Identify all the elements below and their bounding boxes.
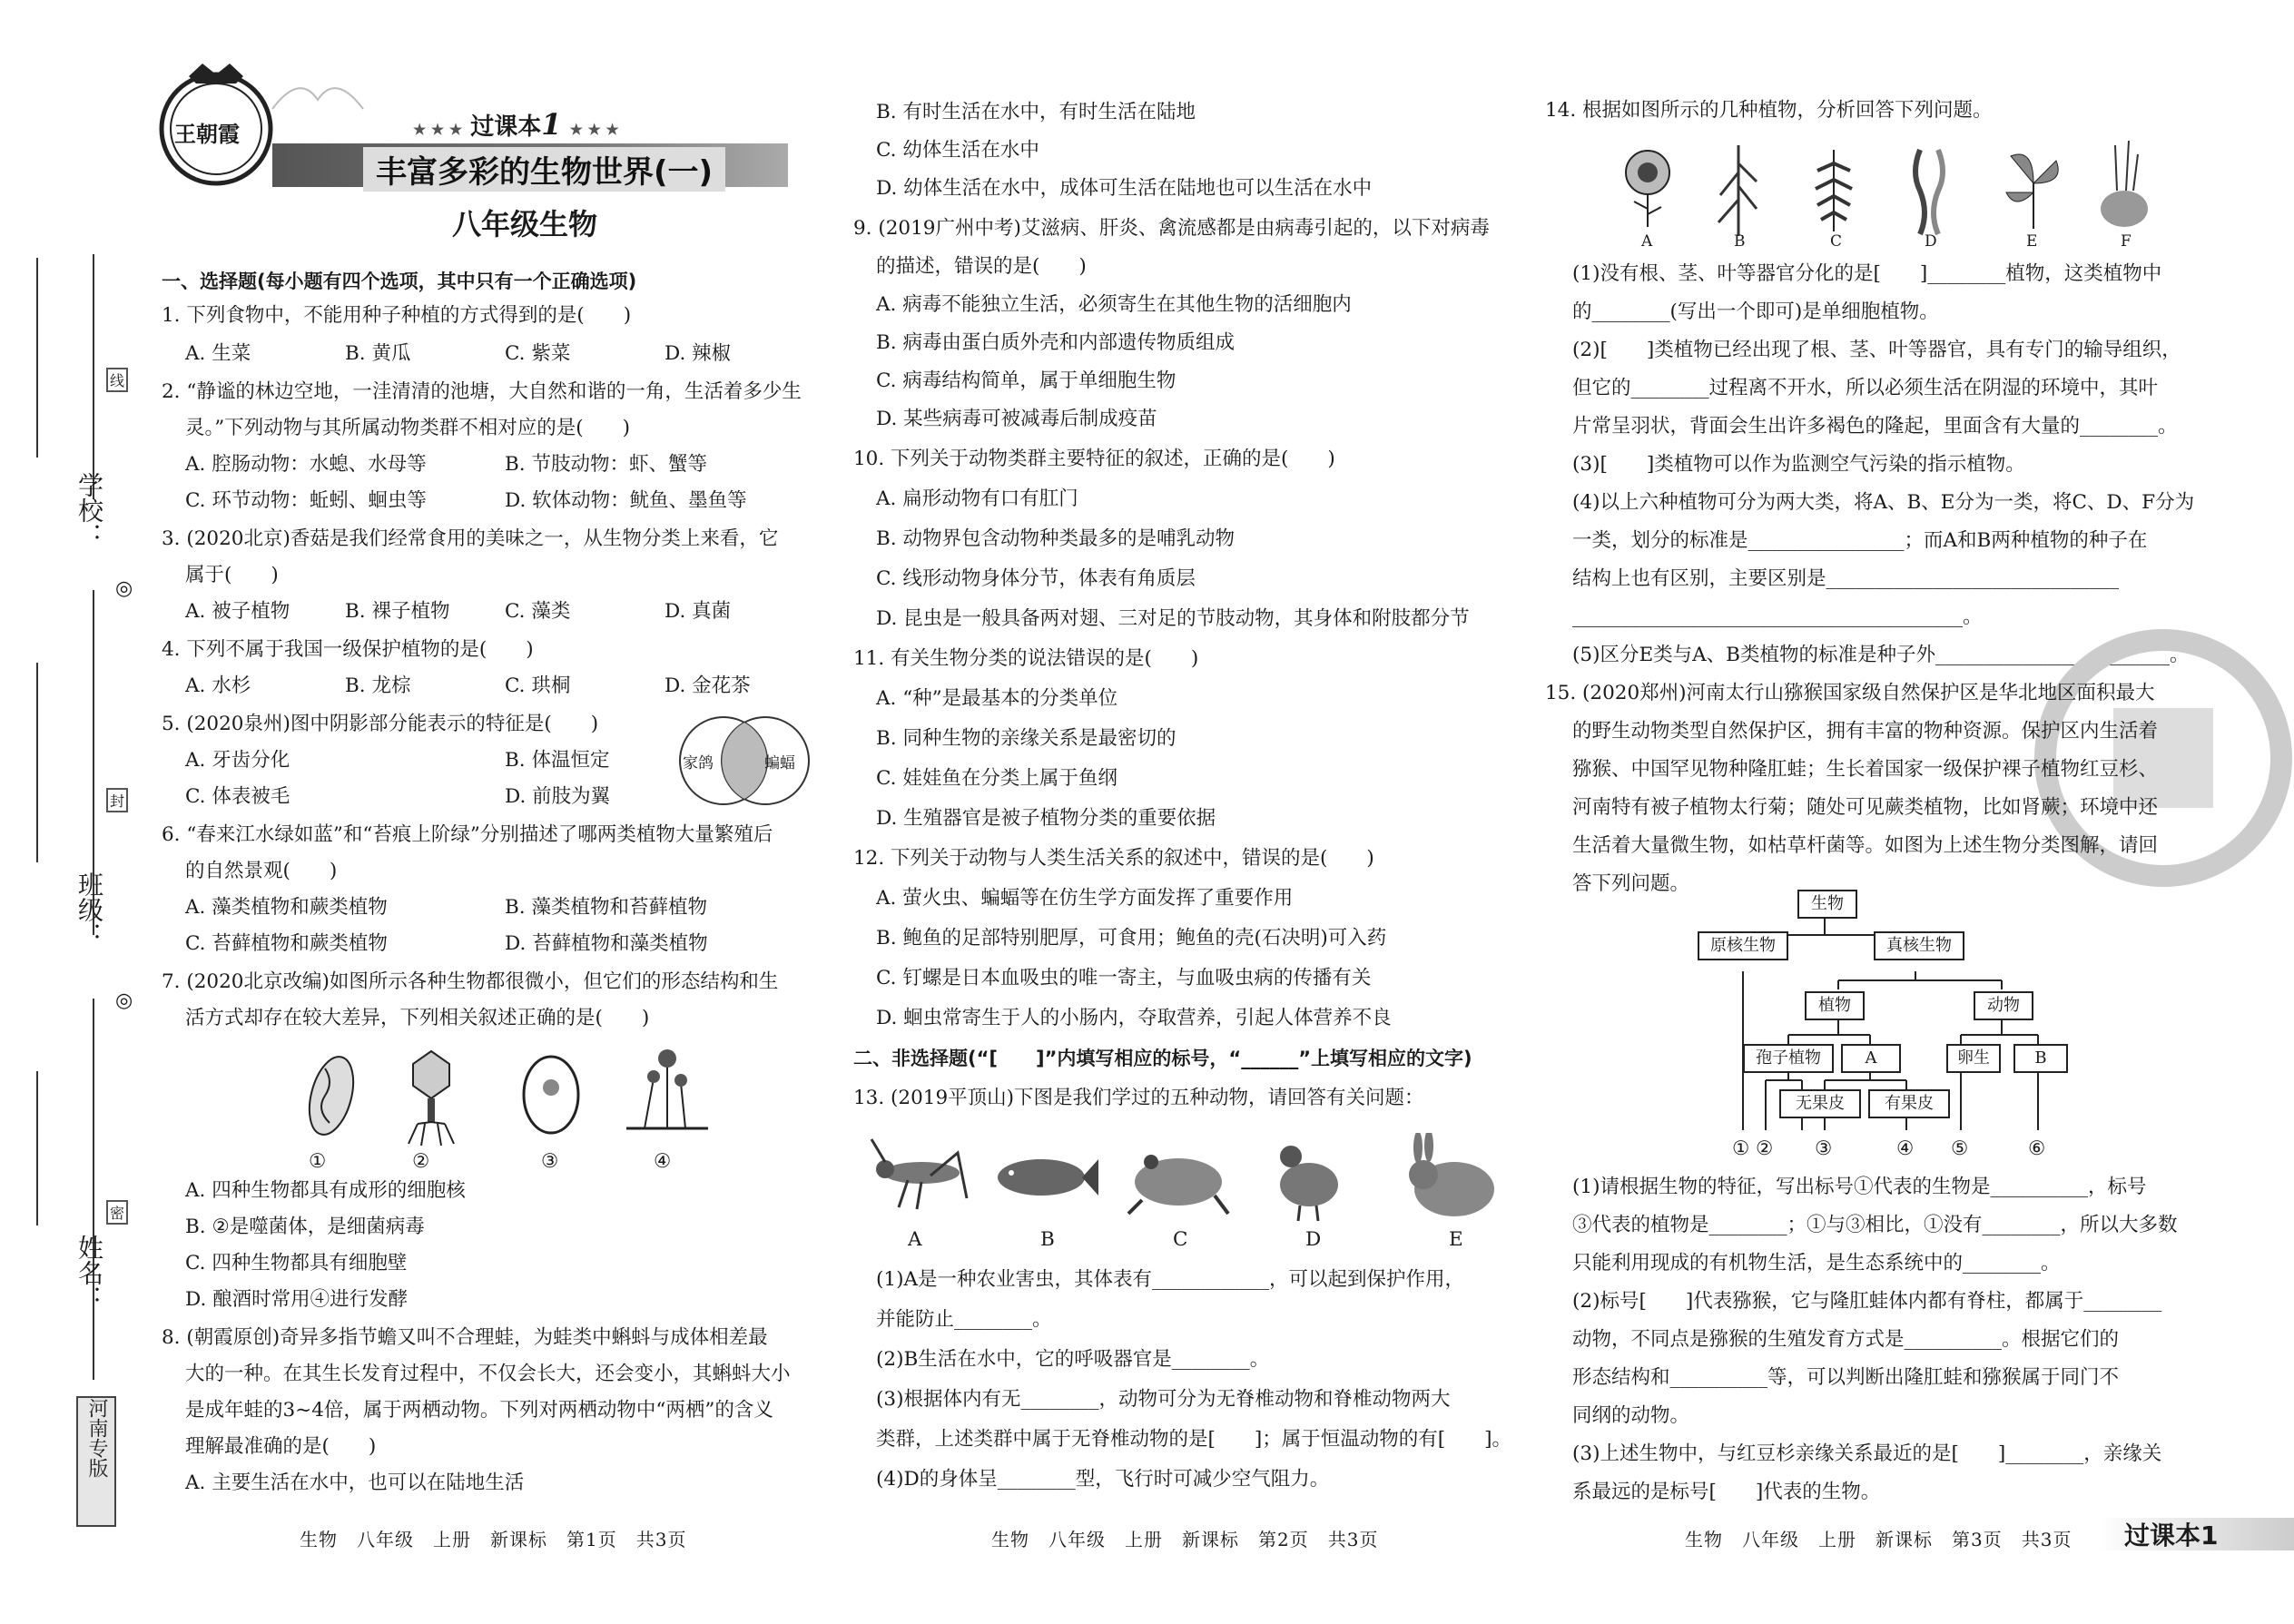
q14-part-5[interactable]: (5)区分E类与A、B类植物的标准是种子外________________________。 <box>1572 644 2190 666</box>
question-2-cont: 灵。”下列动物与其所属动物类群不相对应的是( ) <box>185 417 631 439</box>
animal-label-c: C <box>1173 1228 1188 1251</box>
question-14: 14. 根据如图所示的几种植物，分析回答下列问题。 <box>1545 99 1993 122</box>
tree-num-2: ② <box>1756 1137 1774 1160</box>
question-2: 2. “静谧的林边空地，一洼清清的池塘，大自然和谐的一角，生活着多少生 <box>162 380 802 403</box>
q14-part-4-cont[interactable]: ________________________________________。 <box>1572 605 1983 628</box>
plant-label-b: B <box>1734 232 1746 251</box>
q14-part-4[interactable]: (4)以上六种植物可分为两大类，将A、B、E分为一类，将C、D、F分为 <box>1572 491 2195 514</box>
question-5: 5. (2020泉州)图中阴影部分能表示的特征是( ) <box>162 713 599 735</box>
fig-label-1: ① <box>309 1150 327 1173</box>
q12-option-d[interactable]: D. 蛔虫常寄生于人的小肠内，夺取营养，引起人体营养不良 <box>876 1007 1392 1029</box>
q9-option-c[interactable]: C. 病毒结构简单，属于单细胞生物 <box>876 369 1177 392</box>
page-footer-2: 生物 八年级 上册 新课标 第2页 共3页 <box>991 1529 1379 1550</box>
q1-option-b[interactable]: B. 黄瓜 <box>345 342 411 365</box>
bacterium-icon <box>290 1046 372 1146</box>
pigeon-icon <box>1264 1135 1354 1225</box>
tree-root: 生物 <box>1797 890 1857 919</box>
clip-icon: ◎ <box>115 577 133 600</box>
q6-option-d[interactable]: D. 苔藓植物和藻类植物 <box>505 932 708 955</box>
q6-option-b[interactable]: B. 藻类植物和苔藓植物 <box>505 896 707 919</box>
tree-node-b: B <box>2013 1044 2068 1073</box>
q14-part-4-cont[interactable]: 一类，划分的标准是________________；而A和B两种植物的种子在 <box>1572 529 2148 552</box>
q15-part-2-cont[interactable]: 同纲的动物。 <box>1572 1404 1690 1427</box>
fish-icon <box>991 1146 1100 1209</box>
question-9: 9. (2019广州中考)艾滋病、肝炎、禽流感都是由病毒引起的，以下对病毒 <box>853 217 1490 240</box>
seal-mark-xian: 线 <box>106 368 128 392</box>
q12-option-c[interactable]: C. 钉螺是日本血吸虫的唯一寄主，与血吸虫病的传播有关 <box>876 967 1372 989</box>
series-heading: ★ ★ ★ 过课本1 ★ ★ ★ <box>413 107 619 142</box>
question-15-cont: 生活着大量微生物，如枯草杆菌等。如图为上述生物分类图解，请回 <box>1572 834 2159 857</box>
page-footer-3: 生物 八年级 上册 新课标 第3页 共3页 <box>1685 1529 2072 1550</box>
tree-spore-plant: 孢子植物 <box>1743 1044 1834 1073</box>
question-7-cont: 活方式却存在较大差异，下列相关叙述正确的是( ) <box>185 1007 650 1029</box>
classification-tree-lines <box>1689 890 2070 1162</box>
q9-option-d[interactable]: D. 某些病毒可被减毒后制成疫苗 <box>876 408 1157 430</box>
q7-option-c[interactable]: C. 四种生物都具有细胞壁 <box>185 1252 408 1275</box>
grasshopper-icon <box>867 1135 976 1216</box>
q15-part-2-cont[interactable]: 动物，不同点是猕猴的生殖发育方式是__________。根据它们的 <box>1572 1328 2120 1351</box>
logo-text: 王朝霞 <box>174 122 240 147</box>
question-13: 13. (2019平顶山)下图是我们学过的五种动物，请回答有关问题： <box>853 1087 1424 1109</box>
binding-line <box>93 999 94 1380</box>
question-12: 12. 下列关于动物与人类生活关系的叙述中，错误的是( ) <box>853 847 1374 870</box>
name-label: 姓名： <box>74 1235 104 1311</box>
tree-no-pericarp: 无果皮 <box>1779 1089 1861 1118</box>
tree-prokaryote: 原核生物 <box>1698 931 1788 960</box>
animal-label-b: B <box>1040 1228 1055 1251</box>
q9-option-b[interactable]: B. 病毒由蛋白质外壳和内部遗传物质组成 <box>876 331 1235 354</box>
tree-num-6: ⑥ <box>2028 1137 2046 1160</box>
q4-option-d[interactable]: D. 金花茶 <box>665 674 751 697</box>
question-8-cont: 理解最准确的是( ) <box>185 1435 377 1458</box>
ribbon-icon <box>263 73 372 127</box>
q14-part-3[interactable]: (3)[ ]类植物可以作为监测空气污染的指示植物。 <box>1572 453 2025 476</box>
question-15-cont: 猕猴、中国罕见物种隆肛蛙；生长着国家一级保护裸子植物红豆杉、 <box>1572 758 2159 781</box>
venn-label-pigeon: 家鸽 <box>683 754 714 773</box>
section-heading: 一、选择题(每小题有四个选项，其中只有一个正确选项) <box>162 271 637 292</box>
q2-option-c[interactable]: C. 环节动物：蚯蚓、蛔虫等 <box>185 489 427 512</box>
q5-option-c[interactable]: C. 体表被毛 <box>185 785 290 808</box>
question-10: 10. 下列关于动物类群主要特征的叙述，正确的是( ) <box>853 448 1335 470</box>
footer-badge: 过课本1 <box>2124 1521 2219 1550</box>
q2-option-b[interactable]: B. 节肢动物：虾、蟹等 <box>505 453 707 476</box>
q11-option-b[interactable]: B. 同种生物的亲缘关系是最密切的 <box>876 727 1177 750</box>
q11-option-c[interactable]: C. 娃娃鱼在分类上属于鱼纲 <box>876 767 1117 790</box>
q4-option-b[interactable]: B. 龙棕 <box>345 674 411 697</box>
q5-option-d[interactable]: D. 前肢为翼 <box>505 785 611 808</box>
tree-num-1: ① <box>1732 1137 1750 1160</box>
q5-option-b[interactable]: B. 体温恒定 <box>505 749 610 772</box>
corn-icon <box>1711 145 1766 236</box>
section-heading-2: 二、非选择题(“[ ]”内填写相应的标号，“______”上填写相应的文字) <box>853 1048 1472 1069</box>
fig-label-2: ② <box>412 1150 430 1173</box>
venn-label-bat: 蝙蝠 <box>764 754 795 773</box>
plant-label-c: C <box>1830 232 1843 251</box>
bacteriophage-icon <box>399 1044 463 1153</box>
question-6: 6. “春来江水绿如蓝”和“苔痕上阶绿”分别描述了哪两类植物大量繁殖后 <box>162 823 773 846</box>
q15-part-1[interactable]: (1)请根据生物的特征，写出标号①代表的生物是__________，标号 <box>1572 1176 2147 1198</box>
plant-label-d: D <box>1925 232 1937 251</box>
class-fill-line[interactable] <box>36 663 38 862</box>
tree-plant: 植物 <box>1805 991 1865 1020</box>
q3-option-c[interactable]: C. 藻类 <box>505 600 571 623</box>
plant-label-a: A <box>1641 232 1653 251</box>
mold-icon <box>617 1042 717 1142</box>
algae-icon <box>1906 145 1952 236</box>
q1-option-a[interactable]: A. 生菜 <box>185 342 251 365</box>
q15-part-1-cont[interactable]: ③代表的植物是________；①与③相比，①没有________，所以大多数 <box>1572 1214 2178 1236</box>
q12-option-a[interactable]: A. 萤火虫、蝙蝠等在仿生学方面发挥了重要作用 <box>876 887 1294 910</box>
question-4: 4. 下列不属于我国一级保护植物的是( ) <box>162 638 534 661</box>
q1-option-c[interactable]: C. 紫菜 <box>505 342 571 365</box>
tree-oviparous: 卵生 <box>1946 1044 2001 1073</box>
q9-option-a[interactable]: A. 病毒不能独立生活，必须寄生在其他生物的活细胞内 <box>876 293 1352 316</box>
q13-part-2[interactable]: (2)B生活在水中，它的呼吸器官是________。 <box>876 1348 1270 1371</box>
rabbit-icon <box>1398 1133 1507 1224</box>
q15-part-3-cont[interactable]: 系最远的是标号[ ]代表的生物。 <box>1572 1481 1881 1503</box>
question-15: 15. (2020郑州)河南太行山猕猴国家级自然保护区是华北地区面积最大 <box>1545 682 2155 704</box>
q5-option-a[interactable]: A. 牙齿分化 <box>185 749 290 772</box>
class-label: 班级： <box>74 871 104 948</box>
q4-option-c[interactable]: C. 珙桐 <box>505 674 571 697</box>
question-8-cont: 大的一种。在其生长发育过程中，不仅会长大，还会变小，其蝌蚪大小 <box>185 1363 791 1385</box>
q8-option-c[interactable]: C. 幼体生活在水中 <box>876 139 1039 162</box>
ginkgo-icon <box>1997 147 2070 229</box>
q8-option-b[interactable]: B. 有时生活在水中，有时生活在陆地 <box>876 101 1196 123</box>
q7-option-d[interactable]: D. 酿酒时常用④进行发酵 <box>185 1288 409 1311</box>
q4-option-a[interactable]: A. 水杉 <box>185 674 251 697</box>
tree-animal: 动物 <box>1974 991 2033 1020</box>
q11-option-d[interactable]: D. 生殖器官是被子植物分类的重要依据 <box>876 807 1216 830</box>
question-9-cont: 的描述，错误的是( ) <box>876 255 1087 278</box>
question-8-cont: 是成年蛙的3~4倍，属于两栖动物。下列对两栖动物中“两栖”的含义 <box>185 1399 773 1422</box>
q14-part-2-cont[interactable]: 但它的________过程离不开水，所以必须生活在阴湿的环境中，其叶 <box>1572 377 2159 399</box>
question-3-cont: 属于( ) <box>185 564 279 586</box>
question-1: 1. 下列食物中，不能用种子种植的方式得到的是( ) <box>162 304 632 327</box>
q2-option-d[interactable]: D. 软体动物：鱿鱼、墨鱼等 <box>505 489 747 512</box>
question-15-cont: 答下列问题。 <box>1572 872 1690 895</box>
plant-label-f: F <box>2121 232 2132 251</box>
tree-num-3: ③ <box>1815 1137 1833 1160</box>
moss-icon <box>2097 136 2151 236</box>
binding-line <box>93 254 94 499</box>
page-footer-1: 生物 八年级 上册 新课标 第1页 共3页 <box>300 1529 687 1550</box>
question-3: 3. (2020北京)香菇是我们经常食用的美味之一，从生物分类上来看，它 <box>162 527 779 550</box>
question-6-cont: 的自然景观( ) <box>185 860 338 882</box>
q13-part-1[interactable]: (1)A是一种农业害虫，其体表有____________，可以起到保护作用， <box>876 1268 1464 1291</box>
animal-label-d: D <box>1305 1228 1322 1251</box>
tree-num-4: ④ <box>1896 1137 1915 1160</box>
q15-part-2[interactable]: (2)标号[ ]代表猕猴，它与隆肛蛙体内都有脊柱，都属于________ <box>1572 1290 2162 1313</box>
fern-icon <box>1807 145 1861 236</box>
q15-part-2-cont[interactable]: 形态结构和__________等，可以判断出隆肛蛙和猕猴属于同门不 <box>1572 1366 2120 1389</box>
page-subtitle: 八年级生物 <box>452 207 598 241</box>
q14-part-2[interactable]: (2)[ ]类植物已经出现了根、茎、叶等器官，具有专门的输导组织， <box>1572 339 2181 361</box>
sunflower-icon <box>1616 145 1679 227</box>
q3-option-b[interactable]: B. 裸子植物 <box>345 600 450 623</box>
q13-part-3-cont[interactable]: 类群，上述类群中属于无脊椎动物的是[ ]；属于恒温动物的有[ ]。 <box>876 1428 1512 1451</box>
fig-label-3: ③ <box>541 1150 559 1173</box>
tree-with-pericarp: 有果皮 <box>1868 1089 1950 1118</box>
q12-option-b[interactable]: B. 鲍鱼的足部特别肥厚，可食用；鲍鱼的壳(石决明)可入药 <box>876 927 1387 950</box>
fig-label-4: ④ <box>654 1150 672 1173</box>
q1-option-d[interactable]: D. 辣椒 <box>665 342 732 365</box>
q6-option-c[interactable]: C. 苔藓植物和蕨类植物 <box>185 932 388 955</box>
q3-option-d[interactable]: D. 真菌 <box>665 600 732 623</box>
q14-part-1-cont[interactable]: 的________(写出一个即可)是单细胞植物。 <box>1572 300 1939 323</box>
q2-option-a[interactable]: A. 腔肠动物：水螅、水母等 <box>185 453 427 476</box>
name-fill-line[interactable] <box>36 1071 38 1225</box>
q15-part-3[interactable]: (3)上述生物中，与红豆杉亲缘关系最近的是[ ]________，亲缘关 <box>1572 1442 2162 1465</box>
question-15-cont: 的野生动物类型自然保护区，拥有丰富的物种资源。保护区内生活着 <box>1572 720 2159 743</box>
tree-num-5: ⑤ <box>1951 1137 1969 1160</box>
seal-mark-feng: 封 <box>106 788 128 812</box>
question-11: 11. 有关生物分类的说法错误的是( ) <box>853 647 1199 670</box>
q10-option-b[interactable]: B. 动物界包含动物种类最多的是哺乳动物 <box>876 527 1235 550</box>
q14-part-4-cont[interactable]: 结构上也有区别，主要区别是______________________________ <box>1572 567 2120 590</box>
q10-option-c[interactable]: C. 线形动物身体分节，体表有角质层 <box>876 567 1196 590</box>
yeast-cell-icon <box>519 1049 583 1140</box>
q13-part-1-cont[interactable]: 并能防止________。 <box>876 1308 1052 1331</box>
q10-option-a[interactable]: A. 扁形动物有口有肛门 <box>876 487 1078 510</box>
q3-option-a[interactable]: A. 被子植物 <box>185 600 290 623</box>
q13-part-3[interactable]: (3)根据体内有无________，动物可分为无脊椎动物和脊椎动物两大 <box>876 1388 1451 1411</box>
plant-label-e: E <box>2026 232 2038 251</box>
school-label: 学校： <box>74 472 104 548</box>
q10-option-d[interactable]: D. 昆虫是一般具备两对翅、三对足的节肢动物，其身体和附肢都分节 <box>876 607 1470 630</box>
q11-option-a[interactable]: A. “种”是最基本的分类单位 <box>876 687 1118 710</box>
page-title: 丰富多彩的生物世界(一) <box>363 147 725 192</box>
q6-option-a[interactable]: A. 藻类植物和蕨类植物 <box>185 896 388 919</box>
question-8: 8. (朝霞原创)奇异多指节蟾又叫不合理蛙，为蛙类中蝌蚪与成体相差最 <box>162 1326 768 1349</box>
edition-tag: 河南专版 <box>76 1396 116 1527</box>
q14-part-1[interactable]: (1)没有根、茎、叶等器官分化的是[ ]________植物，这类植物中 <box>1572 262 2162 285</box>
question-15-cont: 河南特有被子植物太行菊；随处可见蕨类植物，比如肾蕨；环境中还 <box>1572 796 2159 819</box>
animal-label-e: E <box>1449 1228 1463 1251</box>
q15-part-1-cont[interactable]: 只能利用现成的有机物生活，是生态系统中的________。 <box>1572 1252 2061 1275</box>
seal-mark-mi: 密 <box>106 1200 128 1225</box>
frog-icon <box>1124 1137 1233 1218</box>
clip-icon: ◎ <box>115 989 133 1012</box>
q8-option-d[interactable]: D. 幼体生活在水中，成体可生活在陆地也可以生活在水中 <box>876 177 1373 200</box>
tree-eukaryote: 真核生物 <box>1874 931 1964 960</box>
q13-part-4[interactable]: (4)D的身体呈________型，飞行时可减少空气阻力。 <box>876 1468 1330 1491</box>
q7-option-a[interactable]: A. 四种生物都具有成形的细胞核 <box>185 1179 466 1202</box>
tree-node-a: A <box>1841 1044 1901 1073</box>
school-fill-line[interactable] <box>36 258 38 458</box>
q14-part-2-cont[interactable]: 片常呈羽状，背面会生出许多褐色的隆起，里面含有大量的________。 <box>1572 415 2178 438</box>
animal-label-a: A <box>908 1228 922 1251</box>
q8-option-a[interactable]: A. 主要生活在水中，也可以在陆地生活 <box>185 1471 525 1494</box>
q7-option-b[interactable]: B. ②是噬菌体，是细菌病毒 <box>185 1216 425 1238</box>
question-7: 7. (2020北京改编)如图所示各种生物都很微小，但它们的形态结构和生 <box>162 970 779 993</box>
